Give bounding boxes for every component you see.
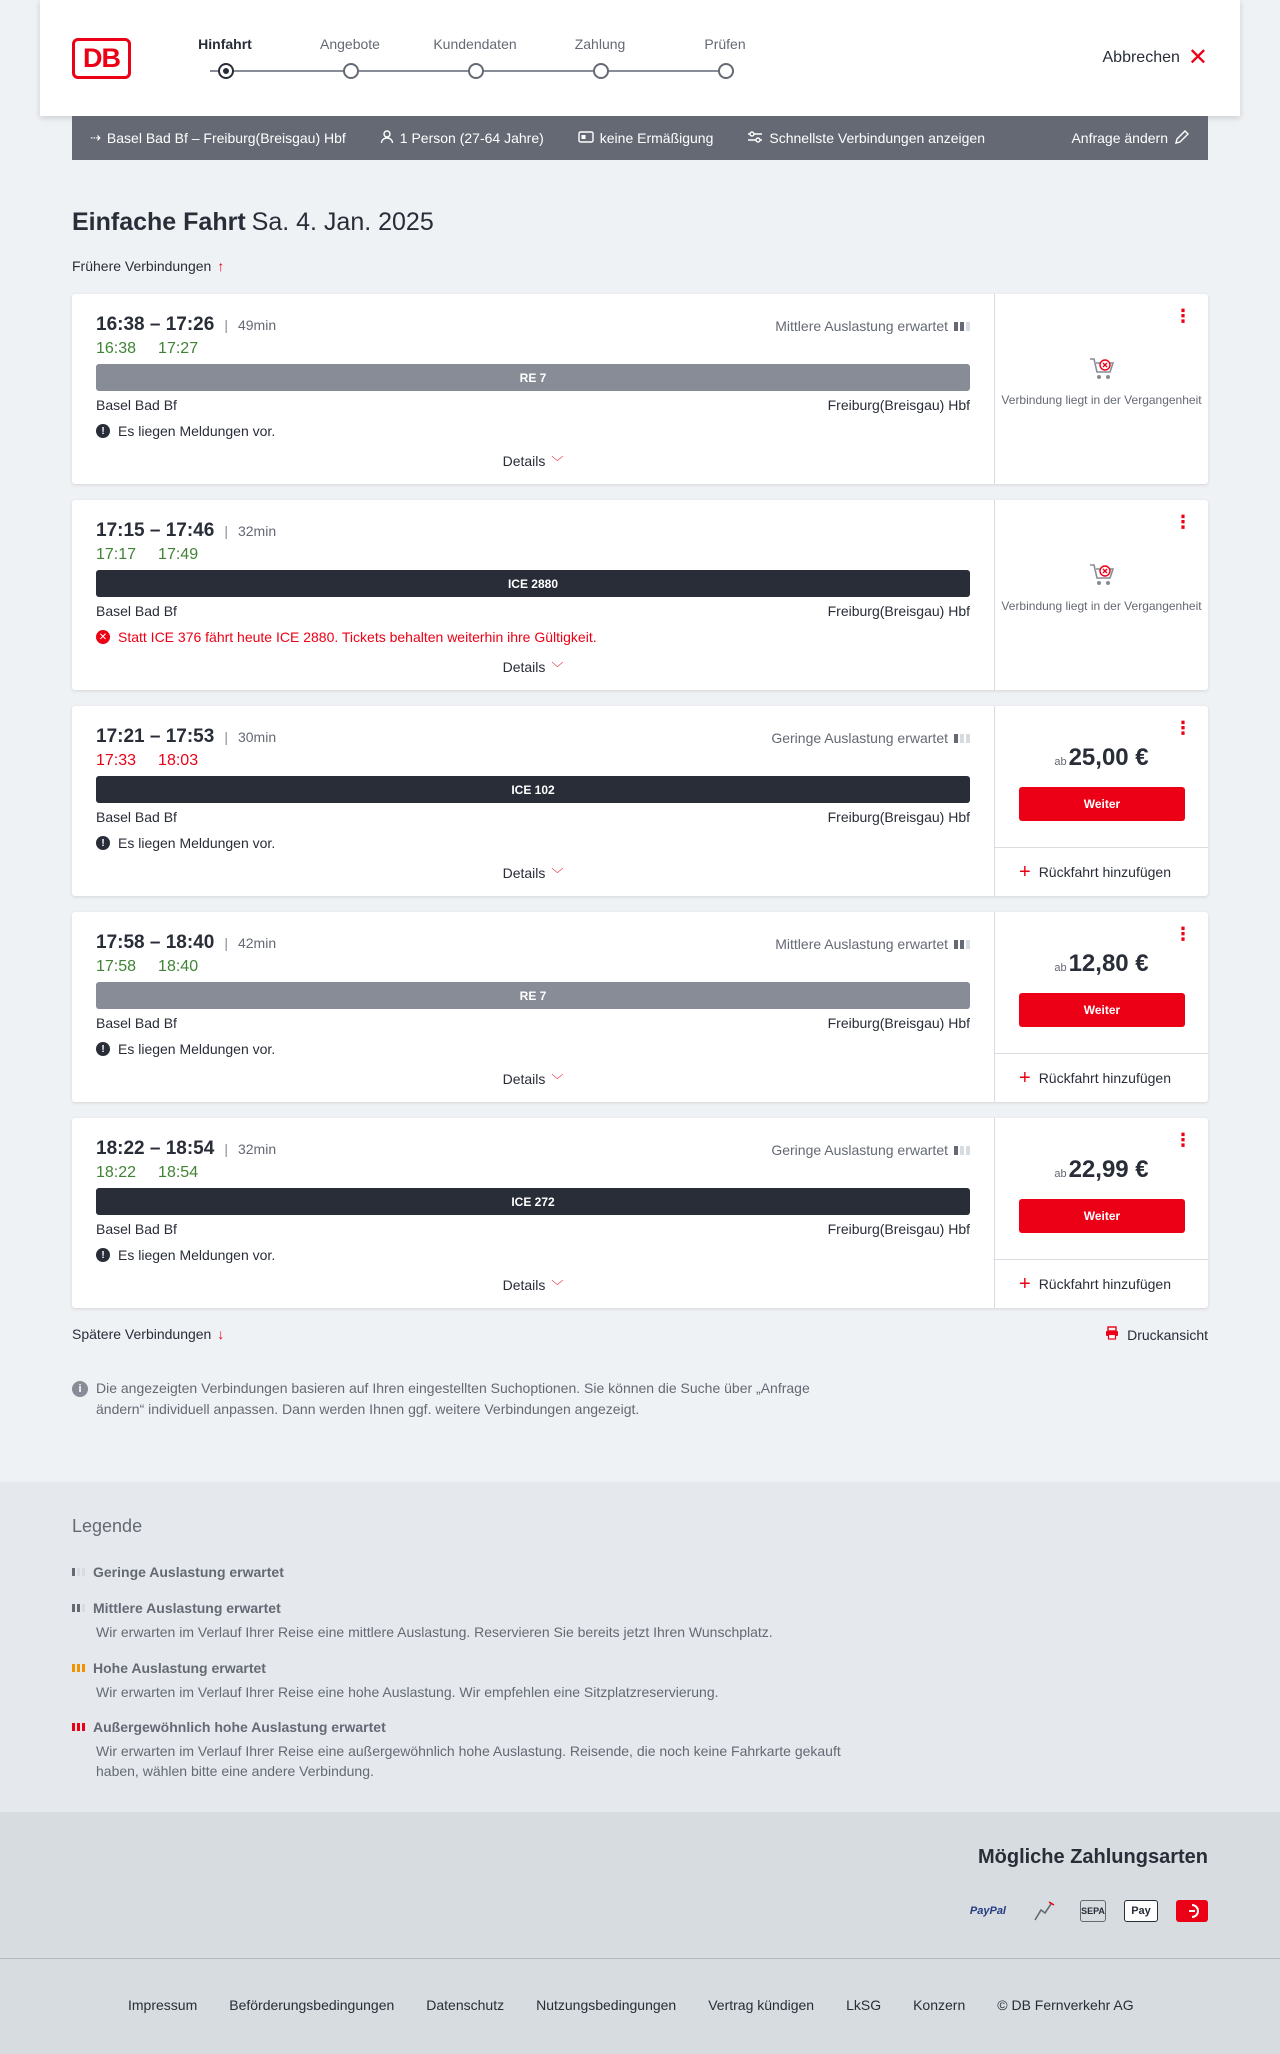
step-label: Kundendaten [433,36,517,52]
occupancy-medium-icon [954,322,970,331]
print-label: Druckansicht [1127,1326,1208,1343]
search-summary-bar [72,116,1208,160]
close-icon: ✕ [1187,44,1208,71]
connection-times [96,520,970,542]
occupancy-legend [0,1482,1280,1812]
details-toggle[interactable] [72,453,994,470]
legend-item-high [72,1660,872,1702]
origin-station: Basel Bad Bf [96,1221,177,1237]
separator: | [224,523,228,539]
details-label: Details [502,453,546,469]
footer-link-impressum[interactable]: Impressum [128,1997,198,2013]
discount-summary [578,130,714,146]
legend-item-description: Wir erwarten im Verlauf Ihrer Reise eine außergewöhnlich hohe Auslastung. Reisende, die noch keine Fahrkarte gekauft haben, wählen bitte eine andere Verbindung. [96,1743,841,1779]
step-dot [343,63,359,79]
add-return-trip-button[interactable] [995,1259,1208,1308]
details-toggle[interactable] [72,865,994,882]
arrow-up-icon: ↑ [217,258,225,274]
footer-link-datenschutz[interactable]: Datenschutz [426,1997,505,2013]
origin-station: Basel Bad Bf [96,603,177,619]
realtime-departure: 17:17 [96,546,137,563]
legend-item-title: Mittlere Auslastung erwartet [93,1600,281,1616]
details-toggle[interactable] [72,1071,994,1088]
stations [96,809,970,825]
footer-link-konzern[interactable]: Konzern [913,1997,966,2013]
legend-item-title: Hohe Auslastung erwartet [93,1660,266,1676]
realtime-arrival: 18:54 [158,1164,199,1181]
step-hinfahrt[interactable] [170,34,280,54]
occupancy-indicator [771,1142,970,1158]
stepper-line [210,70,718,72]
destination-station: Freiburg(Breisgau) Hbf [827,603,970,619]
search-option-summary [747,130,985,146]
planned-times: 17:15 – 17:46 [96,520,215,541]
train-bar[interactable]: ICE 102 [96,776,970,803]
step-dot [218,63,234,79]
discount-text: keine Ermäßigung [599,130,714,146]
realtime-departure: 16:38 [96,340,137,357]
footer-links [128,1997,1134,2013]
chevron-down-icon: ﹀ [551,661,564,675]
origin-station: Basel Bad Bf [96,397,177,413]
footer-copyright: © DB Fernverkehr AG [997,1997,1134,2013]
realtime-arrival: 17:27 [158,340,199,357]
connection-card[interactable] [72,1118,1208,1308]
paypal-icon: PayPal [969,1905,1006,1917]
realtime-arrival: 17:49 [158,546,199,563]
realtime-times [96,546,970,564]
pencil-icon [1174,129,1190,148]
connection-card[interactable] [72,912,1208,1102]
separator: | [224,729,228,745]
realtime-departure: 18:22 [96,1164,137,1181]
notice-message [96,835,970,851]
db-logo[interactable] [72,38,131,79]
payment-methods [0,1812,1280,1958]
travellers-text: 1 Person (27-64 Jahre) [399,130,544,146]
traveller-summary [380,130,544,147]
notice-message [96,423,970,439]
legend-item-title: Außergewöhnlich hohe Auslastung erwartet [93,1719,386,1735]
origin-station: Basel Bad Bf [96,809,177,825]
realtime-times [96,340,970,358]
price-value: 12,80 € [1068,950,1149,977]
trip-date: Sa. 4. Jan. 2025 [251,208,434,236]
alert-icon: ! [96,424,110,438]
option-text: Schnellste Verbindungen anzeigen [769,130,986,146]
notice-text: Es liegen Meldungen vor. [118,1041,276,1057]
info-icon: i [72,1381,88,1397]
step-label: Prüfen [704,36,746,52]
route-summary [90,130,346,146]
train-bar[interactable]: ICE 272 [96,1188,970,1215]
return-label: Rückfahrt hinzufügen [1038,1070,1171,1086]
step-label: Hinfahrt [198,36,252,52]
past-text: Verbindung liegt in der Vergangenheit [1001,599,1202,613]
step-zahlung [545,34,655,54]
sepa-icon: SEPA [1080,1900,1106,1922]
db-payment-icon [1176,1900,1208,1922]
occupancy-indicator [771,730,970,746]
notice-text: Es liegen Meldungen vor. [118,835,276,851]
legend-item-very-high [72,1719,872,1781]
stations [96,603,970,619]
more-options-icon[interactable]: ⋮ [1174,924,1192,944]
more-options-icon[interactable]: ⋮ [1174,1130,1192,1150]
disruption-text: Statt ICE 376 fährt heute ICE 2880. Tickets behalten weiterhin ihre Gültigkeit. [118,629,597,645]
price [995,1156,1208,1184]
chevron-down-icon: ﹀ [551,1279,564,1293]
chevron-down-icon: ﹀ [551,1073,564,1087]
printer-icon [1105,1326,1119,1343]
arrow-down-icon: ↓ [217,1326,225,1342]
apple-pay-icon: Pay [1124,1900,1158,1922]
details-label: Details [502,1071,546,1087]
offer-panel [994,500,1208,690]
past-text: Verbindung liegt in der Vergangenheit [1001,393,1202,407]
notice-text: Es liegen Meldungen vor. [118,423,276,439]
step-dot [718,63,734,79]
stations [96,397,970,413]
cart-unavailable-icon [1088,356,1116,382]
person-icon [380,130,394,147]
stations [96,1015,970,1031]
earlier-connections-button[interactable] [72,258,224,274]
plus-icon: + [1019,1067,1031,1089]
occupancy-text: Mittlere Auslastung erwartet [775,318,948,334]
bahncard-icon [578,131,594,146]
realtime-arrival: 18:03 [158,752,199,769]
route-text: Basel Bad Bf – Freiburg(Breisgau) Hbf [106,130,346,146]
occupancy-high-icon [72,1664,85,1672]
alert-icon: ! [96,1248,110,1262]
details-label: Details [502,1277,546,1293]
legend-title: Legende [72,1516,143,1536]
planned-times: 18:22 – 18:54 [96,1138,215,1159]
duration: 30min [237,729,277,745]
alert-icon: ! [96,1042,110,1056]
price-value: 22,99 € [1068,1156,1149,1183]
occupancy-indicator [775,936,970,952]
legend-item-title: Geringe Auslastung erwartet [93,1564,284,1580]
duration: 32min [237,1141,277,1157]
price-value: 25,00 € [1068,744,1149,771]
return-label: Rückfahrt hinzufügen [1038,1276,1171,1292]
continue-button[interactable]: Weiter [1019,787,1185,821]
step-dot [593,63,609,79]
separator: | [224,1141,228,1157]
footer-link-befoerderungsbedingungen[interactable]: Beförderungsbedingungen [229,1997,395,2013]
duration: 32min [237,523,277,539]
earlier-label: Frühere Verbindungen [72,258,212,274]
step-label: Zahlung [574,36,626,52]
occupancy-text: Geringe Auslastung erwartet [771,730,948,746]
legend-item-medium [72,1600,872,1642]
legend-item-description: Wir erwarten im Verlauf Ihrer Reise eine mittlere Auslastung. Reservieren Sie bereits jetzt Ihren Wunschplatz. [96,1624,773,1640]
plus-icon: + [1019,1273,1031,1295]
past-connection-notice [995,356,1208,408]
connection-card[interactable] [72,500,1208,690]
destination-station: Freiburg(Breisgau) Hbf [827,1015,970,1031]
duration: 42min [237,935,277,951]
planned-times: 16:38 – 17:26 [96,314,215,335]
more-options-icon[interactable]: ⋮ [1174,306,1192,326]
legend-item-description: Wir erwarten im Verlauf Ihrer Reise eine hohe Auslastung. Wir empfehlen eine Sitzplatzreservierung. [96,1684,719,1700]
realtime-departure: 17:33 [96,752,137,769]
stations [96,1221,970,1237]
price-prefix: ab [1054,756,1067,768]
occupancy-very-high-icon [72,1723,85,1731]
occupancy-medium-icon [72,1604,85,1612]
price [995,950,1208,978]
chevron-down-icon: ﹀ [551,455,564,469]
print-view-button[interactable] [1105,1326,1208,1343]
occupancy-low-icon [954,734,970,743]
offer-panel [994,706,1208,896]
legend-item-low [72,1564,872,1580]
footer-link-nutzungsbedingungen[interactable]: Nutzungsbedingungen [536,1997,677,2013]
logo-text: DB [83,43,120,73]
more-options-icon[interactable]: ⋮ [1174,512,1192,532]
page-title [72,208,434,237]
step-pruefen [670,34,780,54]
planned-times: 17:21 – 17:53 [96,726,215,747]
step-label: Angebote [320,36,380,52]
chevron-down-icon: ﹀ [551,867,564,881]
more-options-icon[interactable]: ⋮ [1174,718,1192,738]
booking-stepper [170,34,746,84]
footer [0,1958,1280,2054]
offer-panel [994,912,1208,1102]
realtime-times [96,958,970,976]
duration: 49min [237,317,277,333]
plus-icon: + [1019,861,1031,883]
planned-times: 17:58 – 18:40 [96,932,215,953]
occupancy-low-icon [72,1568,85,1576]
occupancy-text: Geringe Auslastung erwartet [771,1142,948,1158]
origin-station: Basel Bad Bf [96,1015,177,1031]
details-label: Details [502,865,546,881]
notice-message [96,1247,970,1263]
price-prefix: ab [1054,962,1067,974]
change-search-button[interactable] [1071,129,1190,148]
details-toggle[interactable] [72,659,994,676]
details-label: Details [502,659,546,675]
realtime-times [96,1164,970,1182]
price [995,744,1208,772]
occupancy-indicator [775,318,970,334]
change-label: Anfrage ändern [1071,130,1168,146]
offer-panel [994,294,1208,484]
notice-text: Es liegen Meldungen vor. [118,1247,276,1263]
separator: | [224,935,228,951]
cart-unavailable-icon [1088,562,1116,588]
connection-card[interactable] [72,706,1208,896]
error-icon: ✕ [96,630,110,644]
disruption-message [96,629,970,645]
alert-icon: ! [96,836,110,850]
occupancy-low-icon [954,1146,970,1155]
later-label: Spätere Verbindungen [72,1326,212,1342]
payment-title: Mögliche Zahlungsarten [977,1846,1208,1868]
train-bar[interactable]: RE 7 [96,982,970,1009]
train-bar[interactable]: RE 7 [96,364,970,391]
cancel-label: Abbrechen [1102,49,1180,66]
connection-card[interactable] [72,294,1208,484]
footer-link-lksg[interactable]: LkSG [846,1997,882,2013]
price-prefix: ab [1054,1168,1067,1180]
realtime-arrival: 18:40 [158,958,199,975]
separator: | [224,317,228,333]
step-kundendaten [420,34,530,54]
payment-icons [966,1900,1208,1922]
destination-station: Freiburg(Breisgau) Hbf [827,809,970,825]
return-label: Rückfahrt hinzufügen [1038,864,1171,880]
filter-icon [747,131,763,146]
occupancy-medium-icon [954,940,970,949]
footer-link-vertrag-kuendigen[interactable]: Vertrag kündigen [708,1997,815,2013]
info-text: Die angezeigten Verbindungen basieren auf Ihren eingestellten Suchoptionen. Sie können die Suche über „Anfrage ändern“ individuell anpassen. Dann werden Ihnen ggf. weitere Verbindungen angezeigt. [96,1380,810,1417]
occupancy-text: Mittlere Auslastung erwartet [775,936,948,952]
offer-panel [994,1118,1208,1308]
train-bar[interactable]: ICE 2880 [96,570,970,597]
realtime-departure: 17:58 [96,958,137,975]
past-connection-notice [995,562,1208,614]
step-dot [468,63,484,79]
continue-button[interactable]: Weiter [1019,993,1185,1027]
destination-station: Freiburg(Breisgau) Hbf [827,1221,970,1237]
top-navigation [40,0,1240,116]
arrow-right-icon: ⇢ [90,130,101,145]
search-info-note [72,1378,852,1420]
details-toggle[interactable] [72,1277,994,1294]
cancel-button[interactable] [1102,44,1209,71]
add-return-trip-button[interactable] [995,1053,1208,1102]
credit-card-icon [1028,1900,1062,1922]
realtime-times [96,752,970,770]
later-connections-button[interactable] [72,1326,224,1342]
destination-station: Freiburg(Breisgau) Hbf [827,397,970,413]
continue-button[interactable]: Weiter [1019,1199,1185,1233]
notice-message [96,1041,970,1057]
trip-type: Einfache Fahrt [72,208,246,236]
add-return-trip-button[interactable] [995,847,1208,896]
step-angebote [295,34,405,54]
